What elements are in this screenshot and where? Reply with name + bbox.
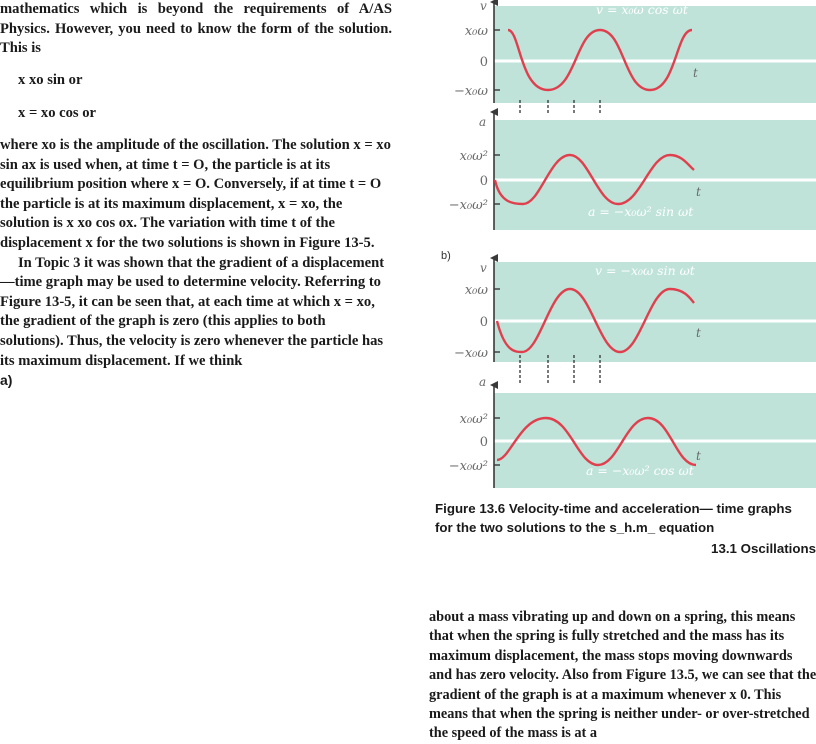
top-a-time-label: t [696, 185, 701, 199]
right-text-column [429, 608, 816, 744]
right-paragraph: about a mass vibrating up and down on a spring, this means that when the spring is fully stretched and the mass has its maximum displacement, the mass stops moving downwards and has zero velocity. Also from Figure 13.5, we can see that the gradient of the graph is at a maximum whenever x 0. This means that when the spring is neither under- or over-stretched the speed of the mass is at a [429, 609, 816, 742]
top-v-axis-label: v [480, 0, 487, 13]
top-a-tick-pos: x₀ω² [459, 149, 488, 164]
top-v-time-label: t [693, 66, 698, 80]
bottom-a-equation: a = −x₀ω² cos ωt [586, 463, 694, 478]
figure-label-a: a) [0, 372, 13, 389]
top-v-tick-neg: −x₀ω [453, 84, 488, 99]
bottom-a-axis-label: a [479, 375, 487, 389]
equation-cos: x = xo cos or [18, 105, 97, 122]
top-v-tick-zero: 0 [479, 55, 488, 70]
figure-label-b: b) [441, 250, 451, 262]
bottom-v-time-label: t [696, 326, 701, 340]
top-v-equation: v = x₀ω cos ωt [596, 2, 688, 17]
intro-paragraph: mathematics which is beyond the requirements of A/AS Physics. However, you need to know the form of the solution. This is [0, 1, 392, 57]
figure-caption [435, 499, 816, 537]
top-a-tick-neg: −x₀ω² [448, 198, 488, 213]
figure-caption-line-1: Figure 13.6 Velocity-time and acceleration— time graphs [435, 501, 792, 516]
paragraph-solutions: where xo is the amplitude of the oscillation. The solution x = xo sin ax is used when, at time t = O, the particle is at its equilibrium position where x = O. Conversely, if at time t = O the particle is at its maximum displacement, x = xo, the solution is x xo cos ox. The variation with time t of the displacement x for the two solutions is shown in Figure 13-5. [0, 136, 391, 251]
section-reference: 13.1 Oscillations [711, 541, 816, 556]
bottom-a-tick-pos: x₀ω² [459, 412, 488, 427]
bottom-v-tick-pos: x₀ω [464, 283, 488, 298]
bottom-v-equation: v = −x₀ω sin ωt [595, 263, 695, 278]
bottom-a-time-label: t [696, 449, 701, 463]
bottom-v-tick-neg: −x₀ω [453, 346, 488, 361]
top-a-tick-zero: 0 [479, 174, 488, 189]
equation-sin: x xo sin or [18, 71, 83, 88]
paragraph-gradient-text: In Topic 3 it was shown that the gradient of a displacement—time graph may be used to determine velocity. Referring to Figure 13-5, it can be seen that, at each time at which x = xo, the gradient of the graph is zero (this applies to both solutions). Thus, the velocity is zero whenever the particle has its maximum displacement. If we think [0, 254, 385, 369]
bottom-a-tick-zero: 0 [479, 435, 488, 450]
top-a-equation: a = −x₀ω² sin ωt [588, 204, 694, 219]
top-a-axis-label: a [479, 115, 487, 129]
bottom-v-tick-zero: 0 [479, 315, 488, 330]
figure-caption-line-2: for the two solutions to the s_h.m_ equation [435, 520, 715, 535]
bottom-v-axis-label: v [480, 261, 487, 275]
bottom-a-tick-neg: −x₀ω² [448, 459, 488, 474]
top-v-tick-pos: x₀ω [464, 24, 488, 39]
